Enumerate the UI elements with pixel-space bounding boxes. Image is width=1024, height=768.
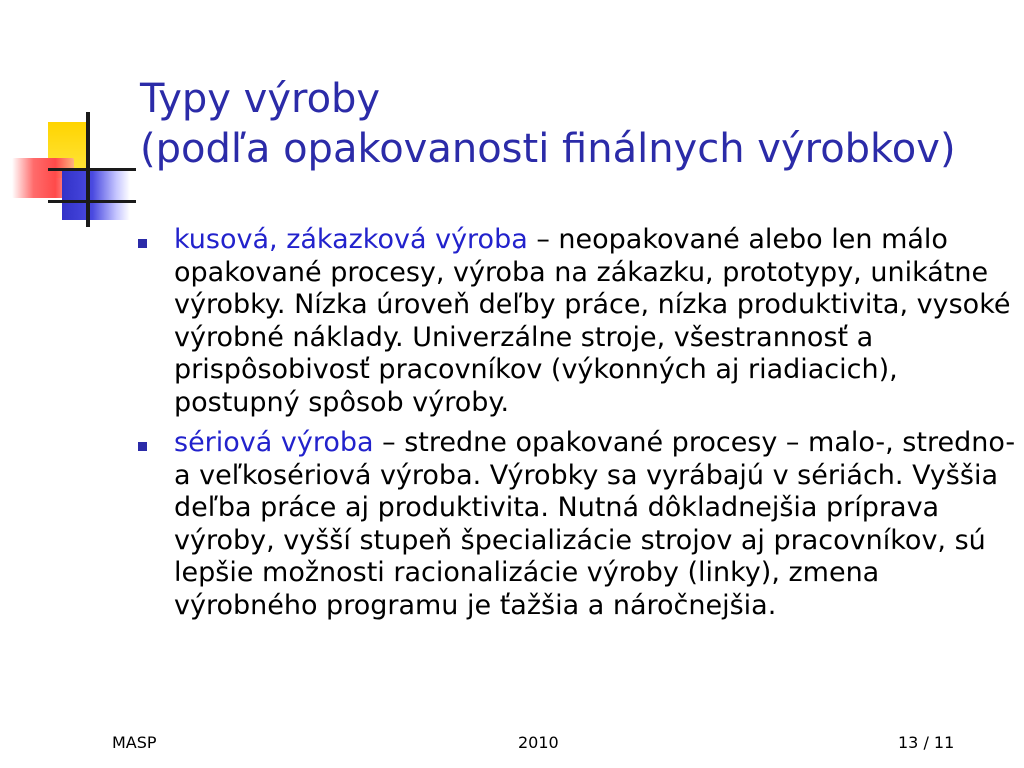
bullet-item	[134, 427, 1020, 622]
bullet-text: – stredne opakované procesy – malo-, stredno-a veľkosériová výroba. Výrobky sa vyrábajú v sériách. Vyššia deľba práce aj produktivita. Nutná dôkladnejšia príprava výroby, vyšší stupeň špecializácie strojov aj pracovníkov, sú lepšie možnosti racionalizácie výroby (linky), zmena výrobného programu je ťažšia a náročnejšia.	[174, 427, 1016, 621]
square-bullet-icon	[138, 239, 147, 248]
bullet-term: sériová výroba	[174, 427, 374, 458]
bullet-list	[134, 224, 1020, 622]
bullet-item	[134, 224, 1020, 419]
bullet-term: kusová, zákazková výroba	[174, 224, 528, 255]
square-bullet-icon	[138, 442, 147, 451]
title-line-2: (podľa opakovanosti finálnych výrobkov)	[140, 126, 956, 172]
footer-page-number: 13 / 11	[898, 733, 955, 752]
slide-title	[140, 74, 1000, 174]
footer-left: MASP	[112, 733, 157, 752]
blue-square	[62, 168, 130, 220]
decorative-logo	[0, 100, 140, 230]
logo-horizontal-line	[48, 168, 136, 171]
bullet-text: – neopakované alebo len málo opakované procesy, výroba na zákazku, prototypy, unikátne výrobky. Nízka úroveň deľby práce, nízka produktivita, vysoké výrobné náklady. Univerzálne stroje, všestrannosť a prispôsobivosť pracovníkov (výkonných aj riadiacich), postupný spôsob výroby.	[174, 224, 1011, 418]
title-line-1: Typy výroby	[140, 76, 381, 122]
logo-horizontal-line	[48, 200, 136, 203]
slide-content	[134, 224, 1020, 630]
footer-center: 2010	[518, 733, 559, 752]
